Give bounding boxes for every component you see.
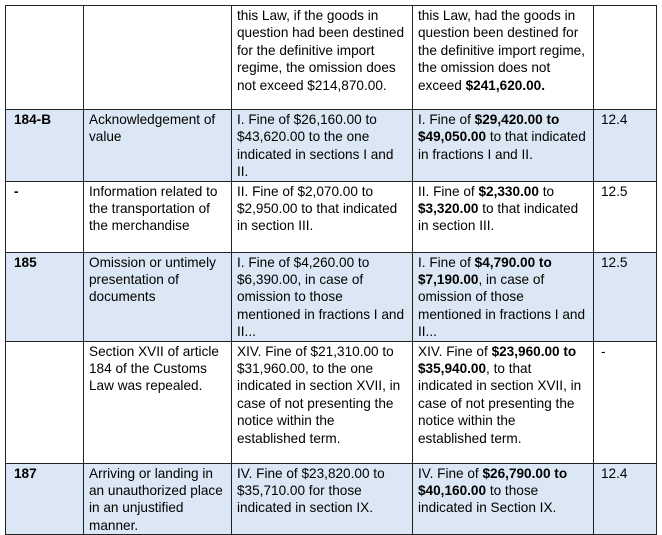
article-cell	[6, 6, 84, 110]
concept-cell	[84, 6, 232, 110]
updated-fine-cell	[413, 110, 594, 182]
updated-amount: $4,790.00 to $7,190.00	[418, 254, 552, 288]
updated-fine-cell	[413, 181, 594, 252]
updated-fine-text: XIV. Fine of	[418, 343, 492, 359]
previous-fine-cell: I. Fine of $4,260.00 to $6,390.00, in case of omission to those mentioned in fractions I and II...	[232, 252, 413, 341]
table-row	[6, 341, 657, 463]
concept-cell: Omission or untimely presentation of documents	[84, 252, 232, 341]
previous-fine-cell: II. Fine of $2,070.00 to $2,950.00 to that indicated in section III.	[232, 181, 413, 252]
updated-fine-text: to that indicated in fractions I and II.	[418, 129, 586, 162]
table-row	[6, 110, 657, 182]
updated-fine-text: II. Fine of	[418, 183, 479, 199]
updated-fine-cell	[413, 252, 594, 341]
reference-cell: 12.5	[594, 181, 657, 252]
updated-fine-text: this Law, had the goods in question been destined for the definitive import regime, the omission does not exceed	[418, 8, 585, 93]
updated-fine-text: to that indicated in section III.	[418, 201, 579, 234]
customs-fines-table	[5, 5, 657, 535]
updated-amount: $23,960.00 to $35,940.00	[418, 343, 577, 377]
updated-fine-text: , to that indicated in section XVII, in case of not presenting the notice within the established term.	[418, 361, 582, 446]
reference-cell: 12.5	[594, 252, 657, 341]
updated-amount: $2,330.00	[478, 183, 539, 199]
updated-amount: $241,620.00.	[465, 77, 545, 93]
table-row	[6, 6, 657, 110]
previous-fine-cell: IV. Fine of $23,820.00 to $35,710.00 for those indicated in section IX.	[232, 463, 413, 535]
updated-fine-text: I. Fine of	[418, 254, 475, 270]
updated-amount: $26,790.00 to $40,160.00	[418, 465, 568, 499]
updated-amount: $29,420.00 to $49,050.00	[418, 112, 560, 145]
reference-cell: 12.4	[594, 463, 657, 535]
concept-cell: Arriving or landing in an unauthorized place in an unjustified manner.	[84, 463, 232, 535]
reference-cell: 12.4	[594, 110, 657, 182]
concept-cell: Acknowledgement of value	[84, 110, 232, 182]
updated-amount: $3,320.00	[418, 201, 479, 217]
updated-fine-text: , in case of omission of those mentioned in fractions I and II...	[418, 272, 586, 340]
concept-cell: Information related to the transportation of the merchandise	[84, 181, 232, 252]
updated-fine-text: IV. Fine of	[418, 465, 483, 481]
table-row	[6, 463, 657, 535]
reference-cell	[594, 6, 657, 110]
updated-fine-cell	[413, 341, 594, 463]
article-cell: 185	[6, 252, 84, 341]
previous-fine-cell: this Law, if the goods in question had been destined for the definitive import regime, the omission does not exceed $214,870.00.	[232, 6, 413, 110]
previous-fine-cell: XIV. Fine of $21,310.00 to $31,960.00, to the one indicated in section XVII, in case of not presenting the notice within the established term.	[232, 341, 413, 463]
table-row	[6, 181, 657, 252]
updated-fine-text: to	[538, 183, 555, 199]
updated-fine-text: I. Fine of	[418, 112, 475, 127]
updated-fine-cell	[413, 463, 594, 535]
table-row	[6, 252, 657, 341]
previous-fine-cell: I. Fine of $26,160.00 to $43,620.00 to the one indicated in sections I and II.	[232, 110, 413, 182]
reference-cell: -	[594, 341, 657, 463]
updated-fine-text: to those indicated in Section IX.	[418, 483, 557, 516]
article-cell	[6, 341, 84, 463]
article-cell: 187	[6, 463, 84, 535]
article-cell: -	[6, 181, 84, 252]
article-cell: 184-B	[6, 110, 84, 182]
concept-cell: Section XVII of article 184 of the Customs Law was repealed.	[84, 341, 232, 463]
updated-fine-cell	[413, 6, 594, 110]
